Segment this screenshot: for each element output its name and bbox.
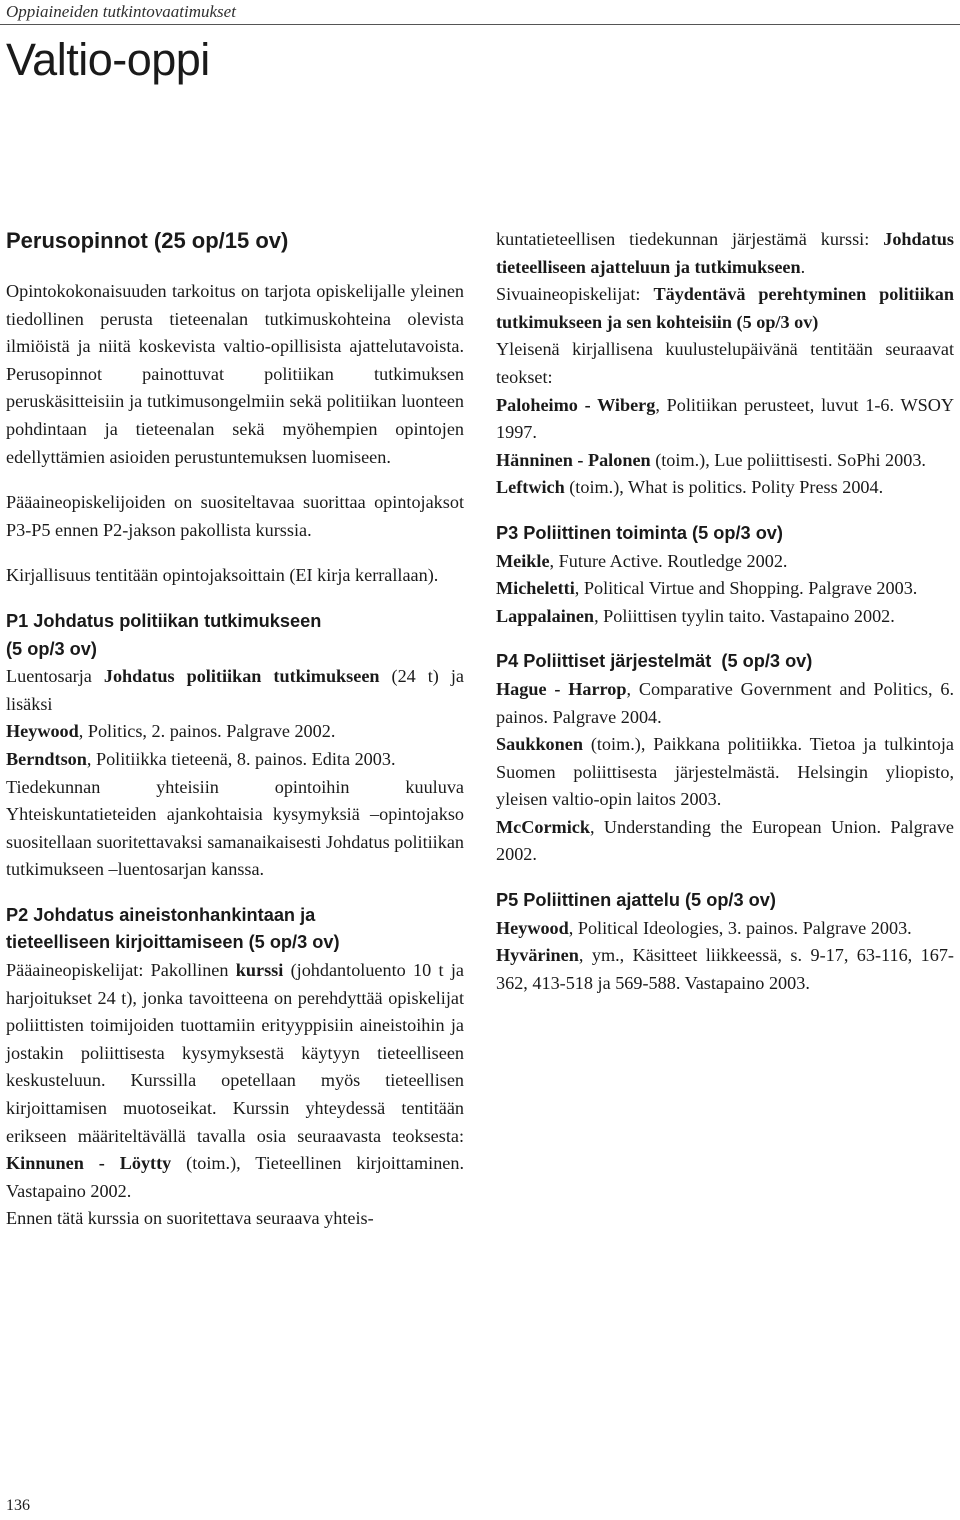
book-author: Paloheimo - Wiberg	[496, 394, 656, 415]
book-item	[496, 676, 954, 731]
book-details: (toim.), Lue poliittisesti. SoPhi 2003.	[650, 449, 926, 470]
minor-students-course: Täydentävä perehtyminen politiikan tutkimukseen ja sen kohteisiin (5 op/3 ov)	[496, 284, 954, 332]
book-details: (toim.), What is politics. Polity Press 2004.	[564, 477, 884, 498]
book-item	[496, 575, 954, 603]
continued-text-pre: kuntatieteellisen tiedekunnan järjestämä kurssi:	[496, 229, 884, 249]
exam-text: Yleisenä kirjallisena kuulustelupäivänä tentitään seuraavat teokset:	[496, 339, 954, 387]
p1-lecture-title: Johdatus politiikan tutkimukseen	[103, 666, 380, 687]
book-item	[496, 731, 954, 814]
book-details: , Poliittisen tyylin taito. Vastapaino 2002.	[594, 605, 895, 626]
book-details: , Political Ideologies, 3. painos. Palgrave 2003.	[568, 917, 912, 938]
book-author: Leftwich	[496, 477, 565, 498]
left-column	[6, 226, 464, 1233]
p1-book-2	[6, 746, 464, 774]
book-list-1	[496, 392, 954, 502]
p4-title: P4 Poliittiset järjestelmät (5 op/3 ov)	[496, 651, 813, 672]
book-item	[496, 814, 954, 869]
p1-book-2-rest: , Politiikka tieteenä, 8. painos. Edita 2003.	[86, 748, 396, 769]
p1-book-1-author: Heywood	[6, 721, 79, 742]
p2-text-3: (toim.), Tieteellinen kirjoittaminen. Vastapaino 2002.	[6, 1153, 464, 1201]
p2-title	[6, 902, 464, 957]
book-details: , Understanding the European Union. Palgrave 2002.	[496, 816, 954, 865]
p2-title-line1: P2 Johdatus aineistonhankintaan ja	[6, 904, 316, 925]
page-title: Valtio-oppi	[6, 34, 210, 85]
book-author: Hänninen - Palonen	[496, 449, 651, 470]
p1-note: Tiedekunnan yhteisiin opintoihin kuuluva Yhteiskuntatieteiden ajankohtaisia kysymyksiä –opintojakso suositellaan suoritettavaksi samanaikaisesti Johdatus politiikan tutkimukseen –luentosarjan kanssa.	[6, 776, 464, 880]
p1-title-line1: P1 Johdatus politiikan tutkimukseen	[6, 610, 322, 631]
book-author: Heywood	[496, 917, 569, 938]
intro-paragraph-2: Pääaineopiskelijoiden on suositeltavaa suorittaa opintojaksot P3-P5 ennen P2-jakson pakollista kurssia.	[6, 492, 464, 540]
intro-paragraph-3: Kirjallisuus tentitään opintojaksoittain (EI kirja kerrallaan).	[6, 565, 439, 586]
book-author: Meikle	[496, 550, 550, 571]
section-title: Perusopinnot (25 op/15 ov)	[6, 228, 289, 253]
header-rule	[0, 24, 960, 25]
p2-text-1: Pääaineopiskelijat: Pakollinen	[6, 960, 236, 981]
intro-paragraph-1: Opintokokonaisuuden tarkoitus on tarjota opiskelijalle yleinen tiedollinen perusta tieteenalan tutkimuskohteina olevista ilmiöistä ja niitä koskevista valtio-opillisista ajattelutavoista. Perusopinnot painottuvat politiikan tutkimuksen peruskäsitteisiin ja tutkimusongelmiin sekä politiikan luonteen pohdintaan ja tieteenalan sekä myöhempien opintojen edellyttämien asioiden perustuntemuksen luomiseen.	[6, 281, 464, 467]
p1-book-1	[6, 718, 464, 746]
p2-text-2-bold: Kinnunen - Löytty	[6, 1153, 172, 1174]
minor-students-label: Sivuaineopiskelijat:	[496, 284, 654, 305]
p1-lecture-pre: Luentosarja	[6, 666, 104, 687]
p2-description	[6, 957, 464, 1205]
book-details: (toim.), Paikkana politiikka. Tietoa ja tulkintoja Suomen poliittisesta järjestelmästä. Helsingin yliopisto, yleisen valtio-opin laitos 2003.	[496, 734, 954, 810]
book-details: , Future Active. Routledge 2002.	[549, 550, 788, 571]
running-header: Oppiaineiden tutkintovaatimukset	[6, 2, 236, 21]
book-item	[496, 915, 954, 943]
book-details: , Politiikan perusteet, luvut 1-6. WSOY 1997.	[496, 394, 955, 443]
book-author: Micheletti	[496, 578, 575, 599]
p1-book-1-rest: , Politics, 2. painos. Palgrave 2002.	[78, 721, 336, 742]
p1-title	[6, 608, 464, 663]
p2-text-1-bold: kurssi	[235, 960, 284, 981]
book-details: , ym., Käsitteet liikkeessä, s. 9-17, 63-116, 167-362, 413-518 ja 569-588. Vastapaino 2003.	[496, 945, 954, 993]
p2-title-line2: tieteelliseen kirjoittamiseen (5 op/3 ov)	[6, 932, 340, 953]
p2-prerequisite: Ennen tätä kurssia on suoritettava seuraava yhteis-	[6, 1208, 374, 1229]
continued-text-end: .	[800, 256, 806, 277]
page-number: 136	[6, 1497, 30, 1514]
right-column	[496, 226, 954, 997]
book-author: Hague - Harrop	[496, 678, 627, 699]
book-item	[496, 447, 954, 475]
book-details: , Political Virtue and Shopping. Palgrave 2003.	[574, 578, 918, 599]
book-item	[496, 548, 954, 576]
book-item	[496, 392, 954, 447]
book-author: McCormick	[496, 816, 590, 837]
p5-title: P5 Poliittinen ajattelu (5 op/3 ov)	[496, 890, 776, 911]
p1-lecture-post: (24 t) ja lisäksi	[6, 666, 464, 714]
book-item	[496, 474, 954, 502]
minor-students	[496, 281, 954, 336]
book-item	[496, 603, 954, 631]
p1-book-2-author: Berndtson	[6, 748, 87, 769]
book-author: Saukkonen	[496, 734, 583, 755]
book-author: Lappalainen	[496, 605, 595, 626]
continued-text	[496, 226, 954, 281]
continued-course-title: Johdatus tieteelliseen ajatteluun ja tutkimukseen	[496, 229, 954, 277]
p1-lecture	[6, 663, 464, 718]
p3-title: P3 Poliittinen toiminta (5 op/3 ov)	[496, 522, 783, 543]
book-item	[496, 942, 954, 997]
p2-text-2: (johdantoluento 10 t ja harjoitukset 24 t), jonka tavoitteena on perehdyttää opiskelijat poliittisten toimijoiden tuottamiin erityyppisiin aineistoihin ja jostakin poliittisesta kysymyksestä käytyyn tieteelliseen keskusteluun. Kurssilla opetellaan myös tieteellisen kirjoittamisen muotoseikat. Kurssin yhteydessä tentitään erikseen määriteltävällä tavalla osia seuraavasta teoksesta:	[6, 960, 464, 1146]
book-author: Hyvärinen	[496, 945, 579, 966]
book-details: , Comparative Government and Politics, 6. painos. Palgrave 2004.	[496, 678, 954, 727]
p1-title-line2: (5 op/3 ov)	[6, 638, 97, 659]
